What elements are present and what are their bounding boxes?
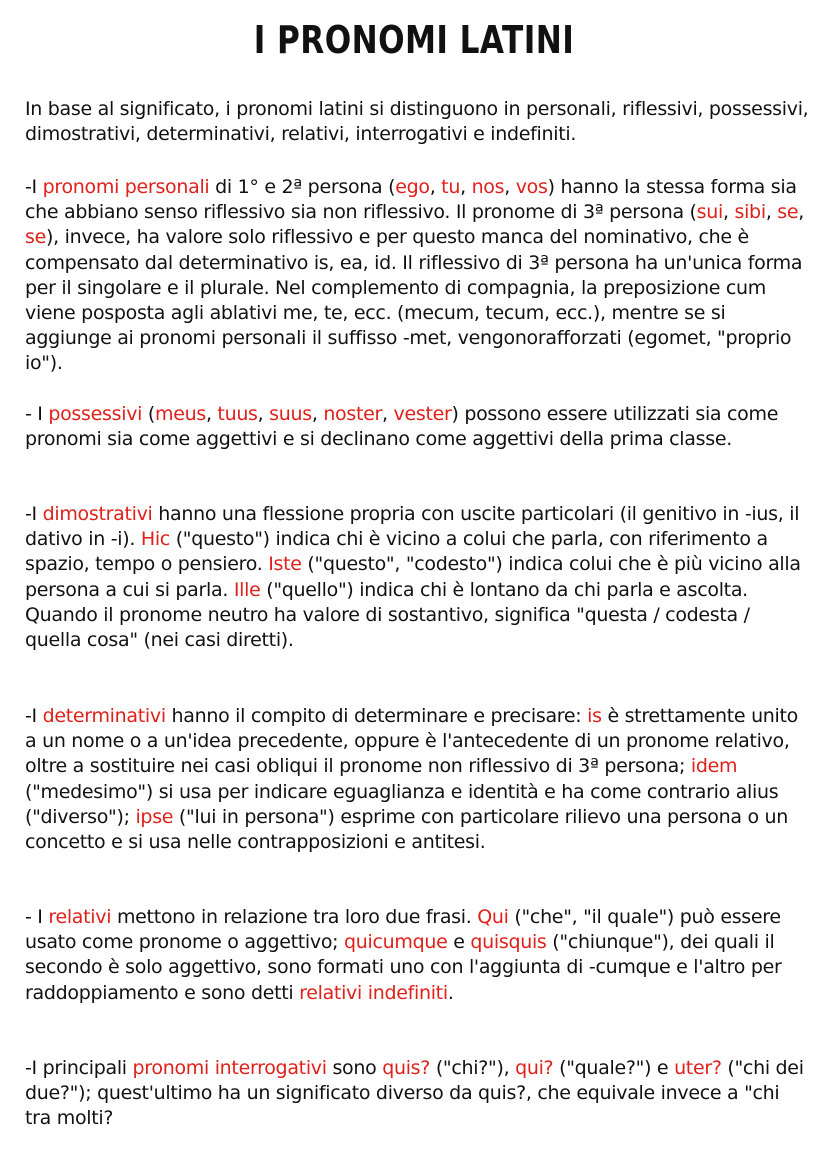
text-segment: ("che", "il quale") può essere usato come pronome o aggettivo;	[25, 906, 781, 954]
highlighted-term: Hic	[140, 528, 170, 551]
highlighted-term: qui?	[515, 1057, 554, 1079]
highlighted-term: idem	[690, 755, 738, 778]
text-segment: -I	[25, 705, 43, 727]
text-segment: mettono in relazione tra loro due frasi.	[111, 906, 478, 928]
highlighted-term: Ille	[233, 578, 261, 601]
text-segment: -I	[25, 503, 43, 525]
text-segment: - I	[25, 403, 49, 425]
text-segment: -I	[25, 176, 43, 198]
highlighted-term: dimostrativi	[42, 503, 153, 525]
text-segment: ) possono essere utilizzati sia come pronomi sia come aggettivi e si declinano come aggettivi della prima classe.	[25, 403, 779, 451]
highlighted-term: sibi	[734, 201, 766, 224]
highlighted-term: se	[777, 201, 799, 224]
text-segment: ("questo") indica chi è vicino a colui che parla, con riferimento a spazio, tempo o pensiero.	[25, 528, 768, 576]
text-segment: ("medesimo") si usa per indicare eguaglianza e identità e ha come contrario alius ("diverso");	[25, 780, 779, 828]
paragraph-intro	[25, 97, 810, 147]
highlighted-term: tu	[441, 176, 461, 198]
text-segment: ,	[798, 201, 805, 224]
highlighted-term: possessivi	[48, 403, 143, 425]
highlighted-term: quisquis	[470, 931, 547, 954]
text-segment: ,	[257, 403, 270, 425]
highlighted-term: quicumque	[344, 931, 448, 954]
highlighted-term: tuus	[217, 403, 258, 425]
highlighted-term: ego	[395, 176, 430, 198]
text-segment: ("chi dei due?"); quest'ultimo ha un significato diverso da quis?, che equivale invece a "chi tra molti?	[25, 1057, 804, 1130]
text-segment: di 1° e 2ª persona (	[209, 176, 396, 198]
highlighted-term: sui	[696, 201, 723, 224]
text-segment: ,	[460, 176, 472, 198]
highlighted-term: pronomi personali	[42, 176, 210, 198]
highlighted-term: vos	[515, 176, 548, 198]
text-segment: ("chi?"),	[430, 1057, 516, 1079]
text-segment: ("lui in persona") esprime con particolare rilievo una persona o un concetto e si usa nelle contrapposizioni e antitesi.	[25, 805, 788, 854]
text-segment: ("quale?") e	[553, 1057, 675, 1079]
highlighted-term: ipse	[135, 805, 174, 828]
text-segment: -I principali	[25, 1057, 133, 1079]
highlighted-term: pronomi interrogativi	[132, 1057, 327, 1079]
text-segment: ("questo", "codesto") indica colui che è più vicino alla persona a cui si parla.	[25, 553, 801, 601]
highlighted-term: se	[25, 226, 46, 249]
text-segment: ,	[429, 176, 442, 198]
text-segment: ("quello") indica chi è lontano da chi parla e ascolta. Quando il pronome neutro ha valore di sostantivo, significa "questa / codesta / quella cosa" (nei casi diretti).	[25, 578, 750, 652]
text-segment: ) hanno la stessa forma sia che abbiano senso riflessivo sia non riflessivo. Il pronome di 3ª persona (	[25, 176, 797, 224]
text-segment: hanno una flessione propria con uscite particolari (il genitivo in -ius, il dativo in -i).	[25, 503, 800, 551]
highlighted-term: vester	[393, 403, 452, 425]
paragraph-relativi	[25, 905, 810, 1006]
highlighted-term: relativi indefiniti	[299, 981, 448, 1004]
paragraph-determinativi	[25, 704, 810, 855]
text-segment: è strettamente unito a un nome o a un'idea precedente, oppure è l'antecedente di un pronome relativo, oltre a sostituire nei casi obliqui il pronome non riflessivo di 3ª persona;	[25, 705, 799, 778]
text-segment: ("chiunque"), dei quali il secondo è solo aggettivo, sono formati uno con l'aggiunta di -cumque e l'altro per raddoppiamento e sono detti	[25, 931, 782, 1004]
page-title: I PRONOMI LATINI	[253, 18, 575, 62]
paragraph-possessivi	[25, 402, 810, 452]
paragraph-personali	[25, 175, 810, 377]
text-segment: ,	[382, 403, 394, 425]
text-segment: hanno il compito di determinare e precisare:	[165, 705, 588, 727]
paragraph-dimostrativi	[25, 502, 810, 653]
highlighted-term: is	[587, 705, 602, 727]
highlighted-term: uter?	[674, 1057, 722, 1079]
highlighted-term: meus	[154, 403, 206, 425]
text-segment: - I	[25, 906, 49, 928]
text-segment: ,	[311, 403, 324, 425]
highlighted-term: Iste	[268, 553, 302, 576]
highlighted-term: determinativi	[42, 705, 166, 727]
text-segment: (	[142, 403, 155, 425]
text-segment: In base al significato, i pronomi latini si distinguono in personali, riflessivi, possessivi, dimostrativi, determinativi, relativi, interrogativi e indefiniti.	[25, 98, 809, 146]
highlighted-term: nos	[471, 176, 505, 198]
highlighted-term: suus	[269, 403, 312, 425]
text-segment: ,	[205, 403, 218, 425]
paragraph-interrogativi	[25, 1056, 810, 1132]
text-segment: ,	[504, 176, 516, 198]
text-segment: .	[447, 981, 454, 1004]
text-segment: e	[447, 931, 471, 954]
text-segment: ,	[765, 201, 778, 224]
highlighted-term: relativi	[48, 906, 112, 928]
highlighted-term: quis?	[382, 1057, 431, 1079]
text-segment: sono	[326, 1057, 383, 1079]
highlighted-term: noster	[323, 403, 383, 425]
highlighted-term: Qui	[477, 906, 509, 928]
text-segment: ), invece, ha valore solo riflessivo e per questo manca del nominativo, che è compensato dal determinativo is, ea, id. Il riflessivo di 3ª persona ha un'unica forma per il singolare e il plurale. Nel complemento di compagnia, la preposizione cum viene posposta agli ablativi me, te, ecc. (mecum, tecum, ecc.), mentre se si aggiunge ai pronomi personali il suffisso -met, vengonorafforzati (egomet, "proprio io").	[25, 226, 803, 375]
text-segment: ,	[723, 201, 735, 224]
